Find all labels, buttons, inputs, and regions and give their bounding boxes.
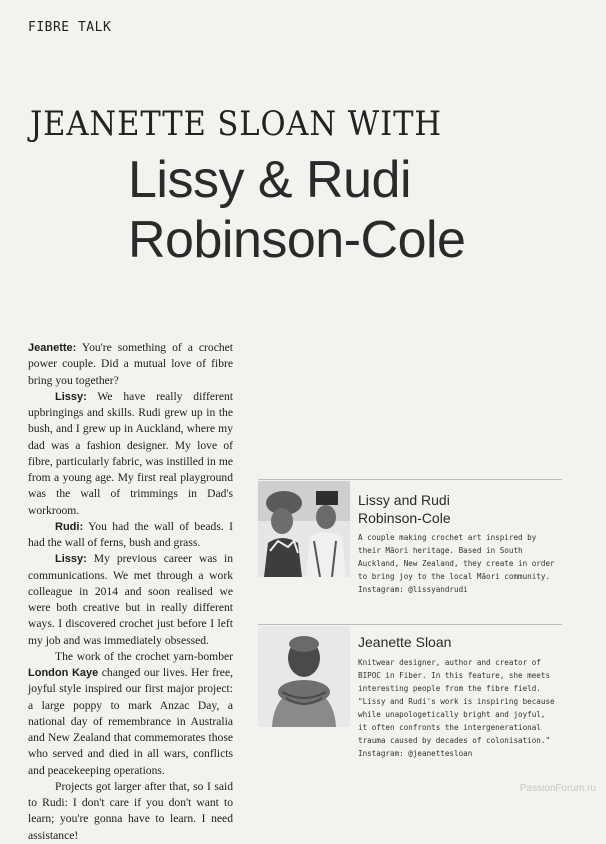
article-paragraph xyxy=(28,340,233,389)
speaker-name: Rudi: xyxy=(55,520,84,533)
profile-name-jeanette xyxy=(358,633,451,651)
headline-guests-line2: Robinson-Cole xyxy=(128,211,466,269)
paragraph-text: The work of the crochet yarn-bomber xyxy=(55,649,233,663)
profile-name-line: Robinson-Cole xyxy=(358,510,451,526)
paragraph-text: Projects got larger after that, so I said to Rudi: I don't care if you don't want to learn; you're gonna have to learn. I need assistance! xyxy=(28,779,233,842)
speaker-name: Lissy: xyxy=(55,553,87,566)
couple-photo xyxy=(258,481,350,577)
paragraph-text: changed our lives. Her free, joyful style inspired our first major project: a large poppy to mark Anzac Day, a national day of remembrance in Australia and New Zealand that commemorates those who served and died in all wars, conflicts and peacekeeping operations. xyxy=(28,666,233,777)
jeanette-photo xyxy=(258,626,350,727)
paragraph-text: You're something of a crochet power couple. Did a mutual love of fibre bring you together? xyxy=(28,341,233,387)
profile-name-line: Lissy and Rudi xyxy=(358,492,450,508)
paragraph-text: You had the wall of beads. I had the wall of ferns, bush and grass. xyxy=(28,519,233,549)
article-paragraph xyxy=(28,649,233,779)
profile-divider xyxy=(258,479,562,480)
profile-bio-jeanette: Knitwear designer, author and creator of BIPOC in Fiber. In this feature, she meets interesting people from the fibre field. "Lissy and Rudi's work is inspiring because while unapologetically bright and joyful, it often confronts the intergenerational trauma caused by decades of colonisation." Instagram: @jeanettesloan xyxy=(358,658,555,758)
paragraph-text: We have really different upbringings and skills. Rudi grew up in the bush, and I grew up in Auckland, where my dad was a fashion designer. My love of fibre, particularly fabric, was instilled in me from a young age. My first real playground was the wall of trimmings in Dad's workroom. xyxy=(28,389,233,517)
speaker-name: Lissy: xyxy=(55,390,87,403)
profile-bio-couple: A couple making crochet art inspired by their Māori heritage. Based in South Auckland, New Zealand, they create in order to bring joy to the local Māori community. Instagram: @lissyandrudi xyxy=(358,533,555,594)
section-label: FIBRE TALK xyxy=(28,20,112,35)
profile-name-line: Jeanette Sloan xyxy=(358,634,452,650)
paragraph-text: My previous career was in communications. We met through a work colleague in 2014 and soon realised we were both creative but in really different ways. I discovered crochet just before I left my job and was immediately obsessed. xyxy=(28,552,233,647)
article-paragraph xyxy=(28,389,233,519)
profile-divider xyxy=(258,624,562,625)
artist-name: London Kaye xyxy=(28,667,99,679)
speaker-name: Jeanette: xyxy=(28,342,77,354)
article-paragraph xyxy=(28,779,233,844)
article-body xyxy=(28,340,233,844)
article-paragraph xyxy=(28,551,233,649)
headline-guests xyxy=(128,150,465,270)
watermark: PassionForum.ru xyxy=(519,783,596,794)
headline-guests-line1: Lissy & Rudi xyxy=(128,151,411,209)
headline-interviewer: JEANETTE SLOAN WITH xyxy=(30,104,442,144)
profile-name-couple xyxy=(358,491,451,527)
article-paragraph xyxy=(28,519,233,552)
